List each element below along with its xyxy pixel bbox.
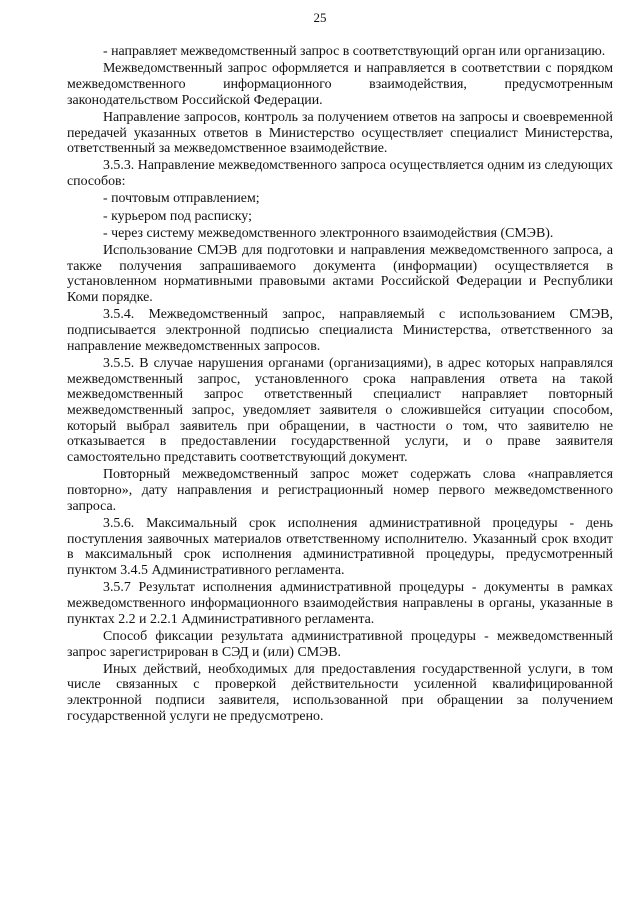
list-item: - курьером под расписку; bbox=[103, 208, 252, 224]
section-3-5-4: 3.5.4. Межведомственный запрос, направляемый с использованием СМЭВ, подписывается электронной подписью специалиста Министерства, ответственного за направление межведомственных запросов. bbox=[67, 307, 613, 354]
paragraph: Направление запросов, контроль за получением ответов на запросы и своевременной передачей указанных ответов в Министерство осуществляет специалист Министерства, ответственный за межведомственное взаимодействие. bbox=[67, 109, 613, 157]
paragraph: Повторный межведомственный запрос может содержать слова «направляется повторно», дату направления и регистрационный номер первого межведомственного запроса. bbox=[67, 467, 613, 514]
document-body bbox=[67, 44, 613, 726]
paragraph: Способ фиксации результата административной процедуры - межведомственный запрос зарегистрирован в СЭД и (или) СМЭВ. bbox=[67, 628, 613, 660]
section-3-5-6: 3.5.6. Максимальный срок исполнения административной процедуры - день поступления заявочных материалов ответственному исполнителю. Указанный срок входит в максимальный срок исполнения административной процедуры, предусмотренный пунктом 3.4.5 Административного регламента. bbox=[67, 515, 613, 578]
paragraph: - направляет межведомственный запрос в соответствующий орган или организацию. bbox=[103, 44, 606, 59]
section-3-5-5: 3.5.5. В случае нарушения органами (организациями), в адрес которых направлялся межведомственный запрос, установленного срока направления ответа на такой межведомственный запрос ответственный специалист направляет повторный межведомственный запрос, уведомляет заявителя о сложившейся ситуации способом, который выбрал заявитель при обращении, в частности о том, что заявителю не отказывается в предоставлении государственной услуги, и о праве заявителя самостоятельно представить соответствующий документ. bbox=[67, 355, 613, 466]
paragraph: Использование СМЭВ для подготовки и направления межведомственного запроса, а также получения запрашиваемого документа (информации) осуществляется в установленном нормативными правовыми актами Российской Федерации и Республики Коми порядке. bbox=[67, 242, 613, 306]
page-number: 25 bbox=[313, 10, 327, 25]
section-3-5-7: 3.5.7 Результат исполнения административной процедуры - документы в рамках межведомственного информационного взаимодействия направлены в органы, указанные в пунктах 2.2 и 2.2.1 Административного регламента. bbox=[67, 580, 613, 627]
paragraph: Иных действий, необходимых для предоставления государственной услуги, в том числе связанных с проверкой действительности усиленной квалифицированной электронной подписи заявителя, использованной при обращении за получением государственной услуги не предусмотрено. bbox=[67, 661, 613, 724]
paragraph: Межведомственный запрос оформляется и направляется в соответствии с порядком межведомственного информационного взаимодействия, предусмотренным законодательством Российской Федерации. bbox=[67, 61, 613, 108]
list-item: - через систему межведомственного электронного взаимодействия (СМЭВ). bbox=[103, 225, 554, 241]
list-item: - почтовым отправлением; bbox=[103, 191, 260, 207]
section-3-5-3: 3.5.3. Направление межведомственного запроса осуществляется одним из следующих способов: bbox=[67, 158, 613, 190]
